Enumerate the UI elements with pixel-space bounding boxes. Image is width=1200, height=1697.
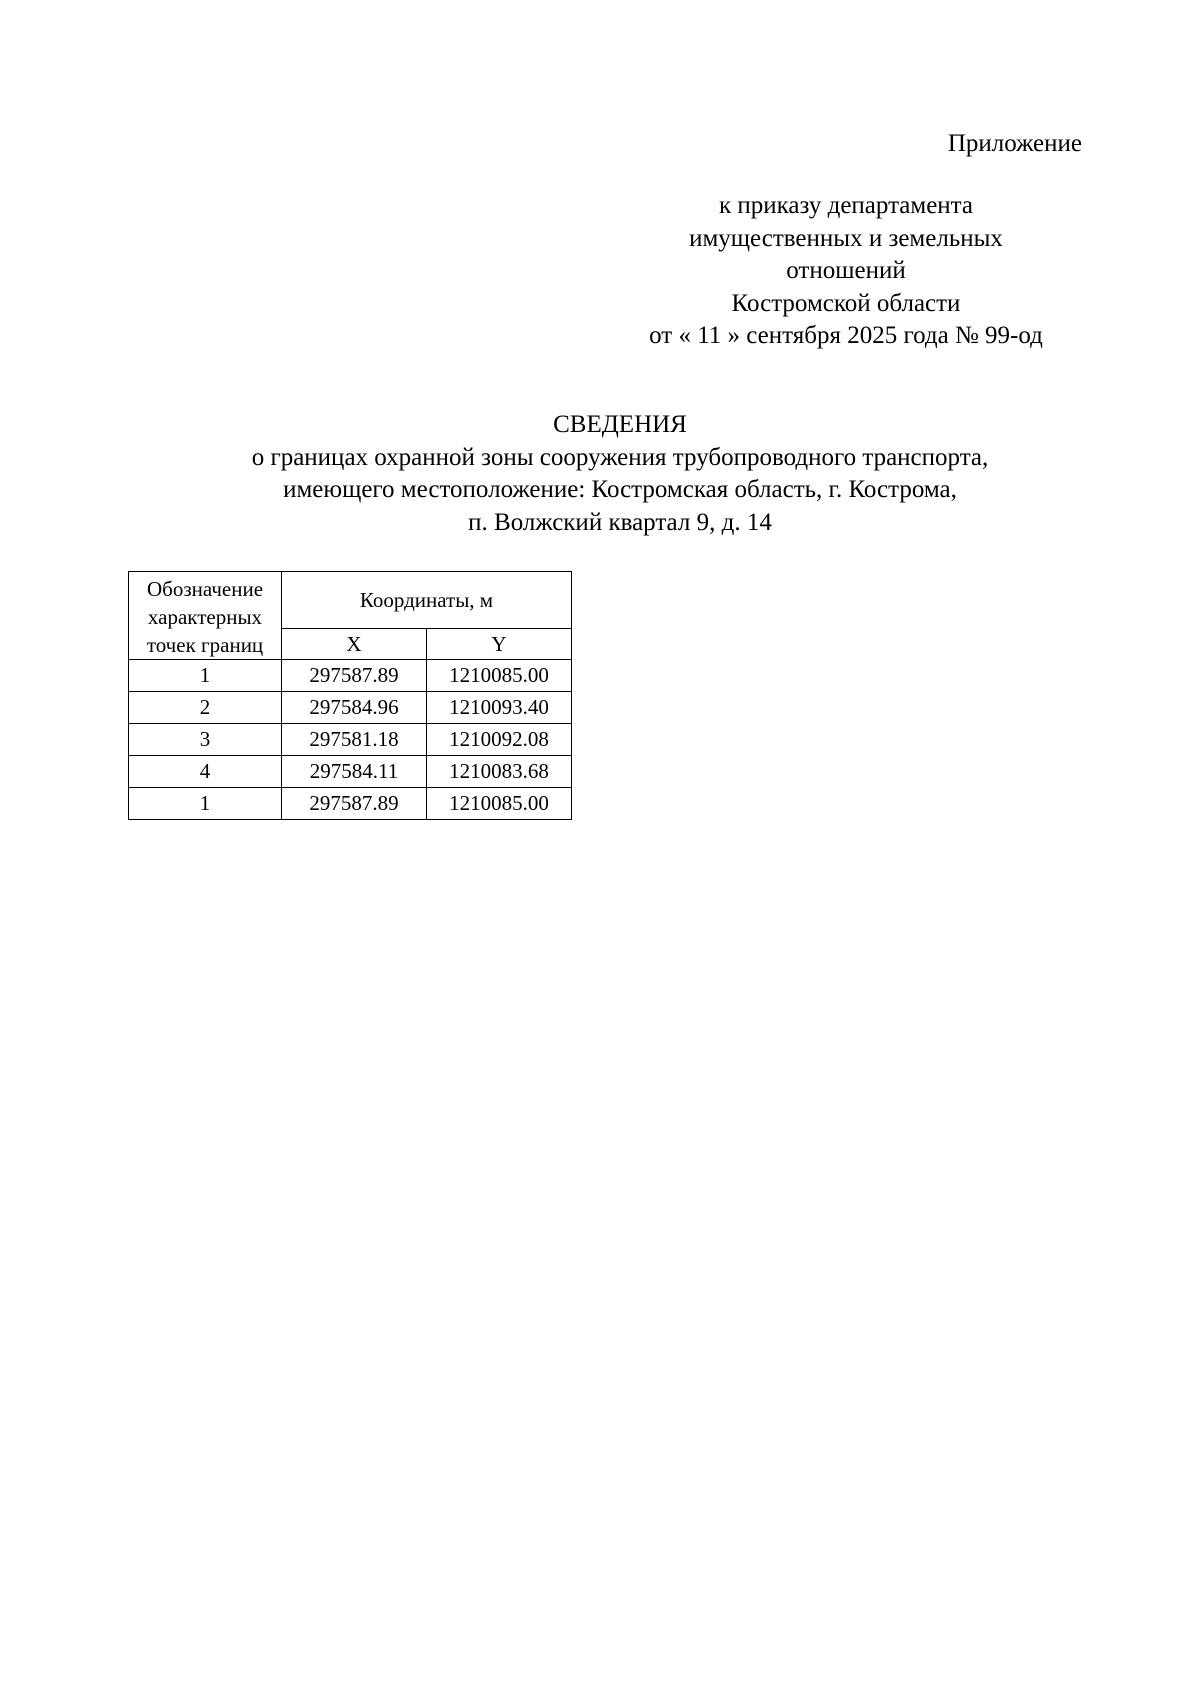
table-row <box>129 692 572 724</box>
title-line: п. Волжский квартал 9, д. 14 <box>468 508 772 536</box>
header-coordinates: Координаты, м <box>282 572 572 629</box>
header-designation-line: Обозначение <box>146 577 264 601</box>
header-designation-line: характерных <box>147 605 263 629</box>
cell-y: 1210093.40 <box>427 692 572 724</box>
header-designation-line: точек границ <box>146 633 264 657</box>
table-row <box>129 756 572 788</box>
title-line: о границах охранной зоны сооружения трубопроводного транспорта, <box>251 443 989 471</box>
coordinates-table <box>128 571 572 820</box>
header-point-designation <box>129 572 282 660</box>
order-reference-line: к приказу департамента <box>718 192 974 219</box>
cell-y: 1210083.68 <box>427 756 572 788</box>
title-heading: СВЕДЕНИЯ <box>553 411 687 438</box>
order-date-number: от « 11 » сентября 2025 года № 99-од <box>649 322 1043 349</box>
table-row <box>129 788 572 820</box>
document-title <box>100 409 1140 539</box>
cell-x: 297581.18 <box>282 724 427 756</box>
header-y: Y <box>427 629 572 660</box>
cell-y: 1210085.00 <box>427 660 572 692</box>
table-row <box>129 660 572 692</box>
cell-x: 297584.96 <box>282 692 427 724</box>
cell-point: 4 <box>129 756 282 788</box>
table-row <box>129 724 572 756</box>
cell-x: 297587.89 <box>282 660 427 692</box>
order-reference-line: Костромской области <box>731 289 961 317</box>
title-line: имеющего местоположение: Костромская область, г. Кострома, <box>283 476 957 503</box>
cell-point: 1 <box>129 660 282 692</box>
cell-x: 297587.89 <box>282 788 427 820</box>
table-header-row <box>129 572 572 629</box>
cell-point: 2 <box>129 692 282 724</box>
cell-point: 1 <box>129 788 282 820</box>
order-reference <box>600 190 1092 353</box>
cell-y: 1210085.00 <box>427 788 572 820</box>
cell-y: 1210092.08 <box>427 724 572 756</box>
order-reference-line: имущественных и земельных <box>689 224 1003 252</box>
cell-point: 3 <box>129 724 282 756</box>
appendix-label: Приложение <box>947 130 1082 157</box>
header-x: X <box>282 629 427 660</box>
order-reference-line: отношений <box>786 257 906 284</box>
cell-x: 297584.11 <box>282 756 427 788</box>
